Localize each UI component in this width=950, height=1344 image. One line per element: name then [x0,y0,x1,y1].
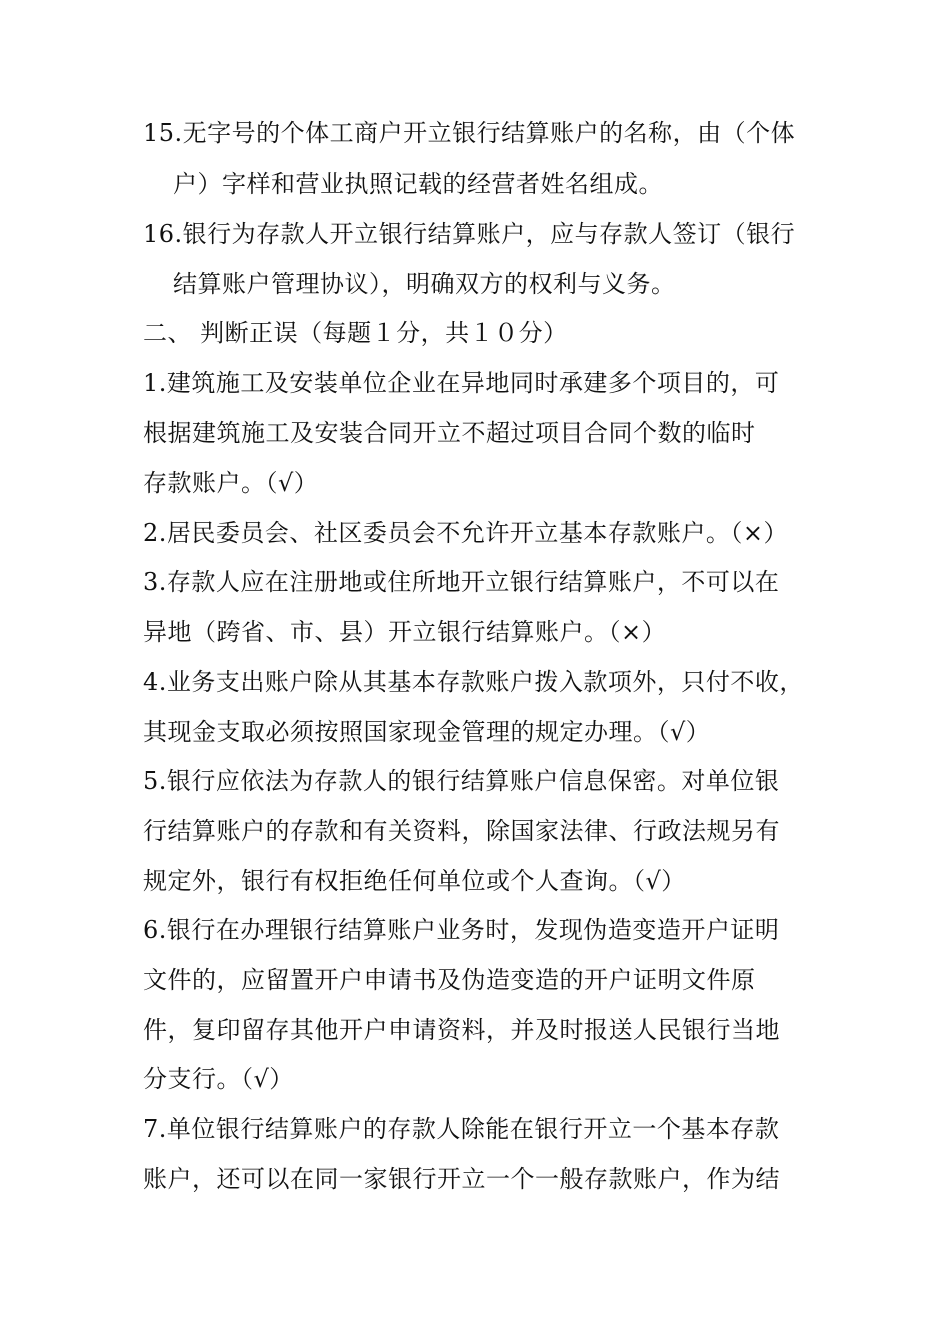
text-line-j6-part1: 6.银行在办理银行结算账户业务时，发现伪造变造开户证明 [143,916,780,944]
text-line-q15-part1: 15.无字号的个体工商户开立银行结算账户的名称，由（个体 [143,119,796,147]
section-heading: 二、 判断正误（每题１分，共１０分） [143,319,568,347]
text-line-j7-part2: 账户，还可以在同一家银行开立一个一般存款账户，作为结 [143,1165,780,1193]
text-line-j6-part2: 文件的，应留置开户申请书及伪造变造的开户证明文件原 [143,966,756,994]
text-line-j1-part2: 根据建筑施工及安装合同开立不超过项目合同个数的临时 [143,419,756,447]
text-line-q16-part1: 16.银行为存款人开立银行结算账户，应与存款人签订（银行 [143,220,796,248]
text-line-j7-part1: 7.单位银行结算账户的存款人除能在银行开立一个基本存款 [143,1115,780,1143]
text-line-j3-part1: 3.存款人应在注册地或住所地开立银行结算账户，不可以在 [143,568,780,596]
text-line-q15-part2: 户）字样和营业执照记载的经营者姓名组成。 [173,170,663,198]
text-line-j6-part3: 件，复印留存其他开户申请资料，并及时报送人民银行当地 [143,1016,780,1044]
text-line-j1-part3: 存款账户。（√） [143,469,319,497]
text-line-j5-part1: 5.银行应依法为存款人的银行结算账户信息保密。对单位银 [143,767,780,795]
text-line-q16-part2: 结算账户管理协议），明确双方的权利与义务。 [173,270,676,298]
text-line-j3-part2: 异地（跨省、市、县）开立银行结算账户。（×） [143,618,667,646]
text-line-j2: 2.居民委员会、社区委员会不允许开立基本存款账户。（×） [143,519,789,547]
text-line-j5-part3: 规定外，银行有权拒绝任何单位或个人查询。（√） [143,867,686,895]
text-line-j1-part1: 1.建筑施工及安装单位企业在异地同时承建多个项目的，可 [143,369,780,397]
text-line-j5-part2: 行结算账户的存款和有关资料，除国家法律、行政法规另有 [143,817,780,845]
text-line-j6-part4: 分支行。（√） [143,1065,294,1093]
text-line-j4-part2: 其现金支取必须按照国家现金管理的规定办理。（√） [143,718,711,746]
text-line-j4-part1: 4.业务支出账户除从其基本存款账户拨入款项外，只付不收， [143,668,804,696]
